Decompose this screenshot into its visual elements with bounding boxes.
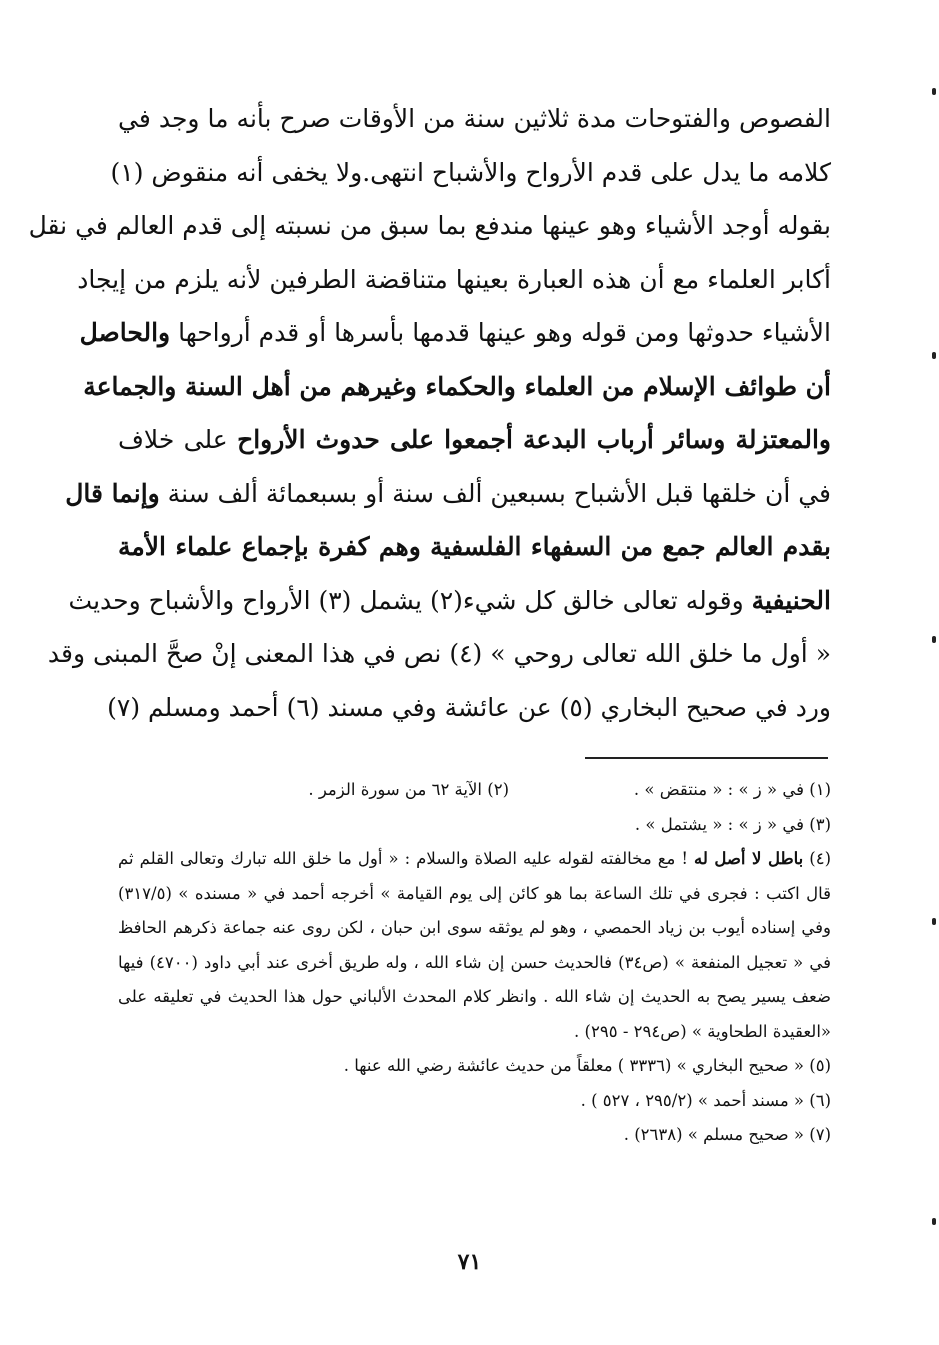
text-line [118,520,831,574]
margin-mark [932,918,936,925]
text-line [118,413,831,467]
footnote-4-text: ! مع مخالفته لقوله عليه الصلاة والسلام : « أول ما خلق الله تبارك وتعالى القلم ثم قال اكتب : فجرى في تلك الساعة بما هو كائن إلى يوم القيامة » أخرجه أحمد في « مسنده » (٣١٧/٥) وفي إسناده أيوب بن زياد الحمصي ، وهو لم يوثقه سوى ابن حبان ، لكن روى عنه جماعة ذكرهم الحافظ في « تعجيل المنفعة » (ص٣٤) فالحديث حسن إن شاء الله ، وله طريق أخرى عند أبي داود (٤٧٠٠) فيها ضعف يسير يصح به الحديث إن شاء الله . وانظر كلام المحدث الألباني حول هذا الحديث في تعليقه على «العقيدة الطحاوية » (ص٢٩٤ - ٢٩٥) . [118,849,831,1041]
margin-mark [932,1218,936,1225]
footnote-5: (٥) « صحيح البخاري » (٣٣٣٦ ) معلقاً من حديث عائشة رضي الله عنها . [343,1056,831,1075]
footnote-4 [118,842,831,1049]
footnote-row-1-2 [118,773,831,808]
text-line [83,360,831,414]
bold-segment: أن طوائف الإسلام من العلماء والحكماء وغيرهم من أهل السنة والجماعة [83,371,831,401]
text-segment: كلامه ما يدل على قدم الأرواح والأشباح انتهى.ولا يخفى أنه منقوض (١) [110,157,831,187]
text-segment: بقوله أوجد الأشياء وهو عينها مندفع بما سبق من نسبته إلى قدم العالم في نقل [28,211,831,240]
text-segment: ورد في صحيح البخاري (٥) عن عائشة وفي مسند (٦) أحمد ومسلم (٧) [107,692,831,722]
margin-mark [932,88,936,95]
text-segment: في أن خلقها قبل الأشباح بسبعين ألف سنة أو بسبعمائة ألف سنة [159,478,831,508]
footnotes-block [118,773,831,1153]
text-line [68,574,831,628]
bold-segment: وإنما قال [65,478,160,508]
text-line [118,92,831,146]
footnote-4-verdict: باطل لا أصل له [694,849,804,868]
text-line [65,467,831,521]
margin-mark [932,636,936,643]
bold-segment: والحاصل [79,318,171,347]
footnote-3: (٣) في « ز » : « يشتمل » . [634,814,831,834]
footnote-7: (٧) « صحيح مسلم » (٢٦٣٨) . [623,1125,831,1144]
footnote-2: (٢) الآية ٦٢ من سورة الزمر . [308,780,509,799]
text-segment: على خلاف [118,425,238,454]
text-line [107,681,831,735]
page-number: ٧١ [457,1249,482,1275]
bold-segment: والمعتزلة وسائر أرباب البدعة أجمعوا على حدوث الأرواح [237,425,831,454]
text-line [79,306,831,360]
text-line [110,146,831,200]
bold-segment: الحنيفية [751,585,831,615]
main-text-block [28,92,831,734]
footnote-separator [585,757,828,759]
footnote-4-label: (٤) [803,849,831,868]
text-line [28,199,831,253]
footnote-1: (١) في « ز » : « منتقض » . [633,780,831,799]
text-segment: الأشياء حدوثها ومن قوله وهو عينها قدمها بأسرها أو قدم أرواحها [170,318,831,347]
text-segment: « أول ما خلق الله تعالى روحي » (٤) نص في هذا المعنى إنْ صحَّ المبنى وقد [47,639,831,668]
margin-mark [932,352,936,359]
text-line [47,627,831,681]
text-segment: الفصوص والفتوحات مدة ثلاثين سنة من الأوقات صرح بأنه ما وجد في [118,104,831,133]
footnote-6: (٦) « مسند أحمد » (٢٩٥/٢ ، ٥٢٧ ) . [580,1090,831,1110]
text-segment: أكابر العلماء مع أن هذه العبارة بعينها متناقضة الطرفين لأنه يلزم من إيجاد [77,264,831,294]
text-segment: وقوله تعالى خالق كل شيء(٢) يشمل (٣) الأرواح والأشباح وحديث [68,585,752,615]
text-line [77,253,831,307]
bold-segment: بقدم العالم جمع من السفهاء الفلسفية وهم كفرة بإجماع علماء الأمة [118,532,831,561]
